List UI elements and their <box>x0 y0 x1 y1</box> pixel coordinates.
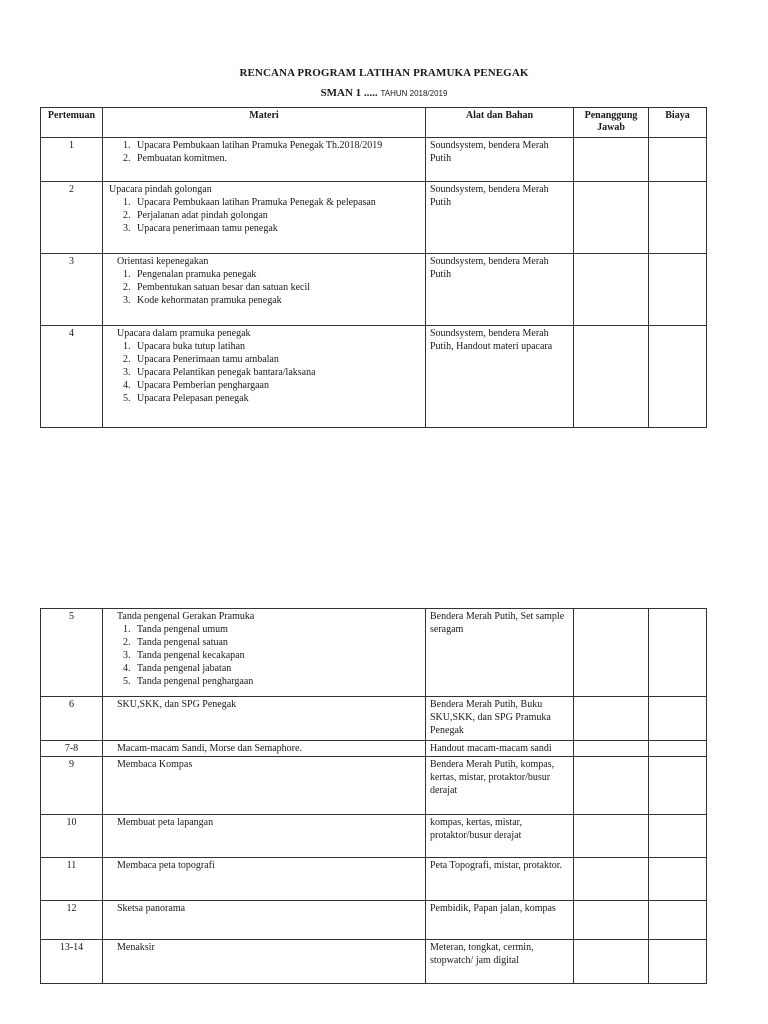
materi-intro: Upacara pindah golongan <box>109 184 212 195</box>
school-year: TAHUN 2018/2019 <box>380 89 448 98</box>
cell-alat-bahan: Peta Topografi, mistar, protaktor. <box>426 858 574 901</box>
cell-biaya <box>649 757 707 815</box>
cell-alat-bahan: Bendera Merah Putih, Buku SKU,SKK, dan SPG Pramuka Penegak <box>426 697 574 741</box>
materi-intro: SKU,SKK, dan SPG Penegak <box>117 699 237 710</box>
cell-pertemuan: 3 <box>41 254 103 326</box>
document-subtitle <box>0 87 768 99</box>
cell-alat-bahan: Soundsystem, bendera Merah Putih <box>426 138 574 182</box>
cell-biaya <box>649 609 707 697</box>
cell-pertemuan: 11 <box>41 858 103 901</box>
cell-pertemuan: 2 <box>41 182 103 254</box>
cell-materi <box>103 741 426 757</box>
table-row <box>41 757 707 815</box>
list-item: 2. Tanda pengenal satuan <box>133 636 421 649</box>
list-item: 4. Tanda pengenal jabatan <box>133 662 421 675</box>
list-item: 2. Upacara Penerimaan tamu ambalan <box>133 353 421 366</box>
cell-pertemuan: 9 <box>41 757 103 815</box>
header-pertemuan: Pertemuan <box>41 108 103 138</box>
cell-materi <box>103 940 426 984</box>
cell-materi <box>103 858 426 901</box>
materi-list <box>109 268 421 307</box>
cell-penanggung-jawab <box>574 609 649 697</box>
materi-list <box>109 340 421 405</box>
cell-materi <box>103 138 426 182</box>
cell-biaya <box>649 901 707 940</box>
list-item: 5. Tanda pengenal penghargaan <box>133 675 421 688</box>
cell-pertemuan: 4 <box>41 326 103 428</box>
cell-pertemuan: 5 <box>41 609 103 697</box>
list-item: 2. Pembuatan komitmen. <box>133 152 421 165</box>
materi-intro: Menaksir <box>117 942 155 953</box>
materi-intro: Macam-macam Sandi, Morse dan Semaphore. <box>117 743 302 754</box>
list-item: 1. Pengenalan pramuka penegak <box>133 268 421 281</box>
table-row <box>41 609 707 697</box>
header-materi: Materi <box>103 108 426 138</box>
list-item: 1. Tanda pengenal umum <box>133 623 421 636</box>
cell-materi <box>103 815 426 858</box>
cell-penanggung-jawab <box>574 858 649 901</box>
materi-intro: Membaca peta topografi <box>117 860 215 871</box>
materi-intro: Tanda pengenal Gerakan Pramuka <box>117 611 255 622</box>
school-name: SMAN 1 ..... <box>320 87 378 99</box>
cell-biaya <box>649 138 707 182</box>
table-row <box>41 815 707 858</box>
cell-materi <box>103 326 426 428</box>
cell-alat-bahan: Bendera Merah Putih, kompas, kertas, mistar, protaktor/busur derajat <box>426 757 574 815</box>
list-item: 3. Upacara penerimaan tamu penegak <box>133 222 421 235</box>
list-item: 3. Kode kehormatan pramuka penegak <box>133 294 421 307</box>
list-item: 2. Pembentukan satuan besar dan satuan kecil <box>133 281 421 294</box>
cell-pertemuan: 12 <box>41 901 103 940</box>
cell-penanggung-jawab <box>574 326 649 428</box>
header-penanggung-jawab: Penanggung Jawab <box>574 108 649 138</box>
cell-biaya <box>649 940 707 984</box>
cell-pertemuan: 7-8 <box>41 741 103 757</box>
cell-alat-bahan: Soundsystem, bendera Merah Putih, Handout materi upacara <box>426 326 574 428</box>
cell-materi <box>103 697 426 741</box>
list-item: 5. Upacara Pelepasan penegak <box>133 392 421 405</box>
list-item: 4. Upacara Pemberian penghargaan <box>133 379 421 392</box>
cell-penanggung-jawab <box>574 741 649 757</box>
table-row <box>41 254 707 326</box>
materi-list <box>109 139 421 165</box>
list-item: 1. Upacara Pembukaan latihan Pramuka Penegak & pelepasan <box>133 196 421 209</box>
cell-alat-bahan: Pembidik, Papan jalan, kompas <box>426 901 574 940</box>
list-item: 1. Upacara buka tutup latihan <box>133 340 421 353</box>
cell-penanggung-jawab <box>574 254 649 326</box>
cell-alat-bahan: Handout macam-macam sandi <box>426 741 574 757</box>
cell-alat-bahan: Meteran, tongkat, cermin, stopwatch/ jam digital <box>426 940 574 984</box>
header-alat: Alat dan Bahan <box>426 108 574 138</box>
cell-penanggung-jawab <box>574 940 649 984</box>
materi-intro: Membuat peta lapangan <box>117 817 214 828</box>
materi-intro: Orientasi kepenegakan <box>117 256 209 267</box>
cell-penanggung-jawab <box>574 757 649 815</box>
cell-alat-bahan: Bendera Merah Putih, Set sample seragam <box>426 609 574 697</box>
cell-biaya <box>649 741 707 757</box>
cell-alat-bahan: Soundsystem, bendera Merah Putih <box>426 182 574 254</box>
list-item: 1. Upacara Pembukaan latihan Pramuka Penegak Th.2018/2019 <box>133 139 421 152</box>
cell-pertemuan: 10 <box>41 815 103 858</box>
cell-materi <box>103 757 426 815</box>
cell-pertemuan: 6 <box>41 697 103 741</box>
document-title: RENCANA PROGRAM LATIHAN PRAMUKA PENEGAK <box>239 67 529 79</box>
cell-biaya <box>649 858 707 901</box>
cell-biaya <box>649 697 707 741</box>
table-header-row <box>41 108 707 138</box>
cell-penanggung-jawab <box>574 138 649 182</box>
header-biaya: Biaya <box>649 108 707 138</box>
cell-materi <box>103 901 426 940</box>
cell-biaya <box>649 326 707 428</box>
cell-penanggung-jawab <box>574 901 649 940</box>
cell-materi <box>103 609 426 697</box>
cell-alat-bahan: Soundsystem, bendera Merah Putih <box>426 254 574 326</box>
list-item: 3. Tanda pengenal kecakapan <box>133 649 421 662</box>
table-row <box>41 858 707 901</box>
table-row <box>41 697 707 741</box>
cell-biaya <box>649 182 707 254</box>
materi-list <box>109 623 421 688</box>
program-table-page2 <box>40 608 707 984</box>
table-row <box>41 940 707 984</box>
materi-intro: Sketsa panorama <box>117 903 186 914</box>
cell-pertemuan: 1 <box>41 138 103 182</box>
table-row <box>41 326 707 428</box>
list-item: 2. Perjalanan adat pindah golongan <box>133 209 421 222</box>
cell-penanggung-jawab <box>574 182 649 254</box>
materi-intro: Upacara dalam pramuka penegak <box>117 328 251 339</box>
program-table-page1 <box>40 107 707 428</box>
table-row <box>41 138 707 182</box>
cell-biaya <box>649 254 707 326</box>
list-item: 3. Upacara Pelantikan penegak bantara/laksana <box>133 366 421 379</box>
cell-penanggung-jawab <box>574 697 649 741</box>
materi-list <box>109 196 421 235</box>
cell-penanggung-jawab <box>574 815 649 858</box>
materi-intro: Membaca Kompas <box>117 759 193 770</box>
table-row <box>41 901 707 940</box>
table-row <box>41 741 707 757</box>
cell-alat-bahan: kompas, kertas, mistar, protaktor/busur derajat <box>426 815 574 858</box>
cell-materi <box>103 182 426 254</box>
cell-materi <box>103 254 426 326</box>
table-row <box>41 182 707 254</box>
cell-pertemuan: 13-14 <box>41 940 103 984</box>
cell-biaya <box>649 815 707 858</box>
